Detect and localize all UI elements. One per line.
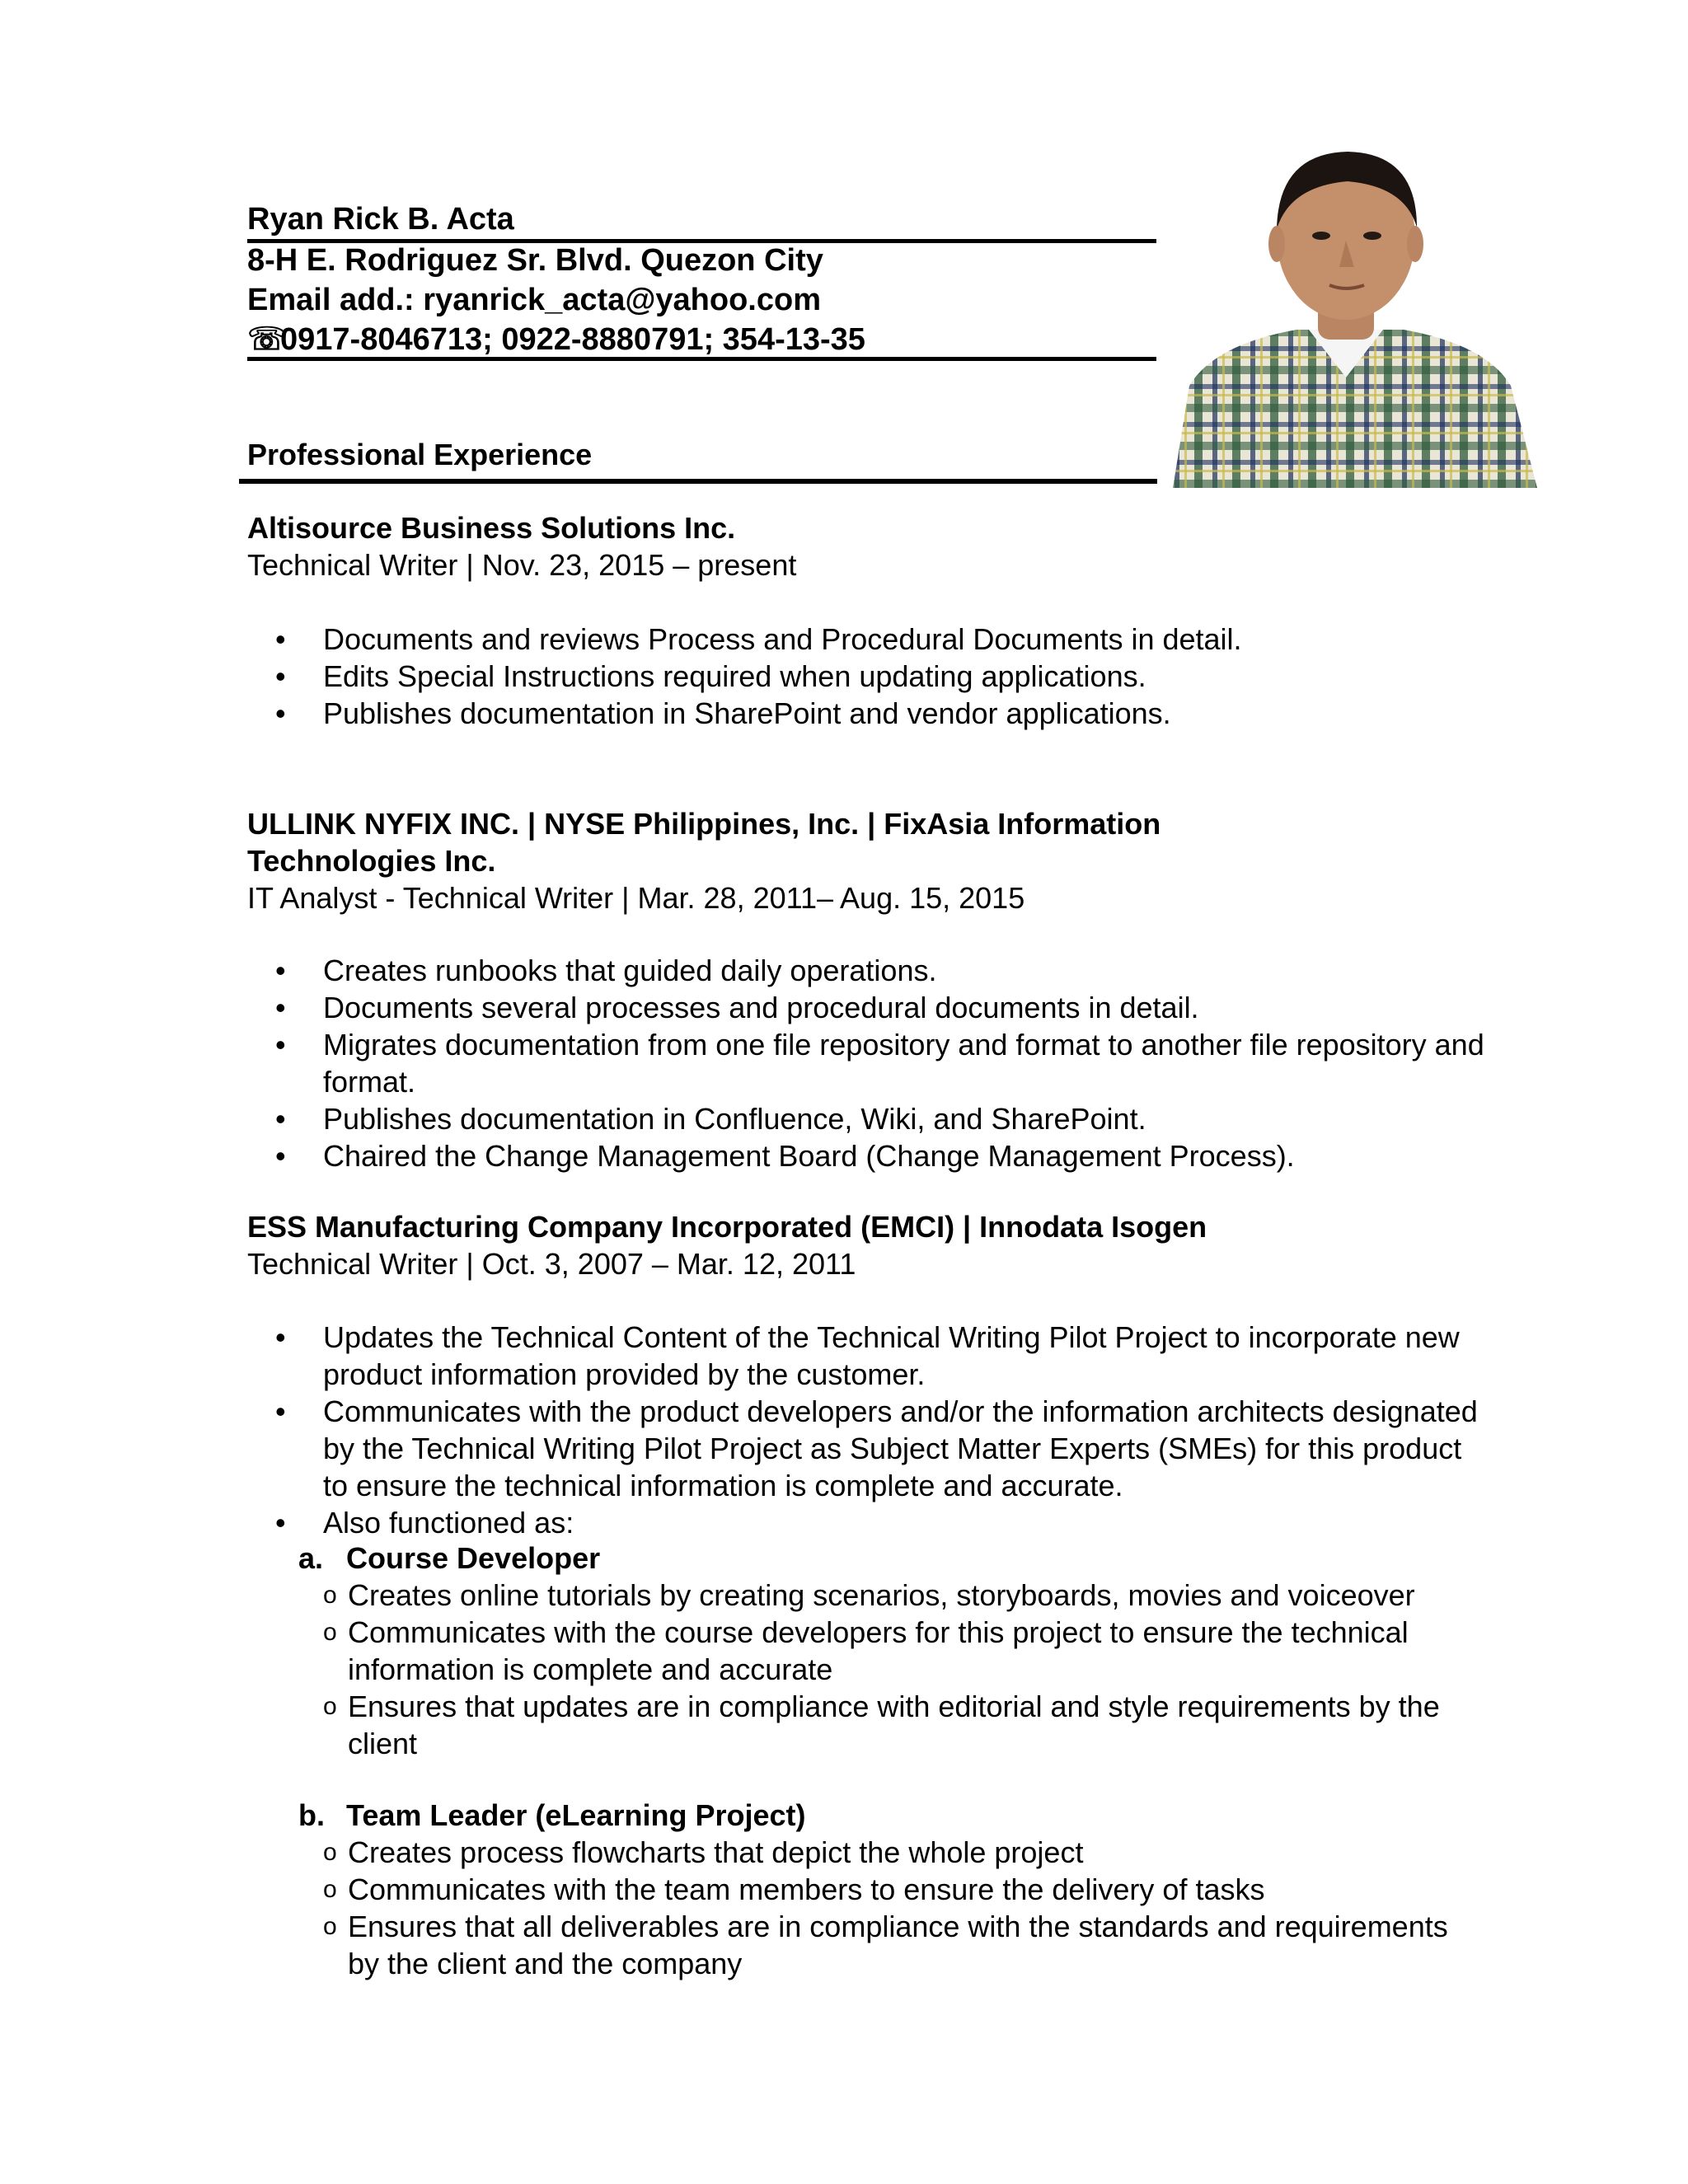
profile-photo (1156, 138, 1537, 488)
job-3-company: ESS Manufacturing Company Incorporated (EMCI) | Innodata Isogen (247, 1210, 1207, 1244)
sub-role-a-items (323, 1577, 1469, 1762)
list-item: o Ensures that updates are in compliance with editorial and style requirements by the client (323, 1688, 1469, 1762)
sub-role-a-heading (298, 1540, 600, 1577)
job-2-bullets (272, 952, 1485, 1174)
list-item: • Chaired the Change Management Board (Change Management Process). (272, 1137, 1485, 1174)
sub-role-b-marker: b. (298, 1798, 325, 1832)
header-bottom-rule (247, 357, 1157, 361)
list-item: • Migrates documentation from one file repository and format to another file repository and format. (272, 1026, 1485, 1100)
list-item: o Creates process flowcharts that depict the whole project (323, 1834, 1469, 1871)
job-2-company-line2: Technologies Inc. (247, 844, 496, 878)
sub-role-a-title: Course Developer (346, 1541, 601, 1575)
job-1-bullets (272, 621, 1485, 732)
sub-role-b-items (323, 1834, 1469, 1982)
list-item: • Edits Special Instructions required when updating applications. (272, 658, 1485, 695)
candidate-email: Email add.: ryanrick_acta@yahoo.com (247, 283, 821, 317)
sub-role-a-marker: a. (298, 1541, 324, 1575)
candidate-name: Ryan Rick B. Acta (247, 202, 514, 237)
list-item: • Creates runbooks that guided daily operations. (272, 952, 1485, 989)
list-item: o Communicates with the team members to ensure the delivery of tasks (323, 1871, 1469, 1908)
list-item: • Communicates with the product developers and/or the information architects designated by the Technical Writing Pilot Project as Subject Matter Experts (SMEs) for this product to ensure the technical information is complete and accurate. (272, 1393, 1485, 1504)
job-2-role: IT Analyst - Technical Writer | Mar. 28, 2011– Aug. 15, 2015 (247, 881, 1025, 915)
job-1-role: Technical Writer | Nov. 23, 2015 – present (247, 548, 797, 582)
list-item: • Publishes documentation in Confluence, Wiki, and SharePoint. (272, 1100, 1485, 1137)
job-2-company-line1: ULLINK NYFIX INC. | NYSE Philippines, Inc. | FixAsia Information (247, 807, 1161, 841)
section-title-experience: Professional Experience (247, 438, 593, 471)
list-item: • Also functioned as: (272, 1504, 1485, 1541)
list-item: o Creates online tutorials by creating scenarios, storyboards, movies and voiceover (323, 1577, 1469, 1614)
job-3-bullets (272, 1319, 1485, 1541)
candidate-phone-line (247, 320, 865, 359)
job-3-role: Technical Writer | Oct. 3, 2007 – Mar. 12, 2011 (247, 1247, 856, 1281)
list-item: o Communicates with the course developers for this project to ensure the technical information is complete and accurate (323, 1614, 1469, 1688)
list-item: • Publishes documentation in SharePoint and vendor applications. (272, 695, 1485, 732)
section-rule (239, 479, 1157, 484)
list-item: o Ensures that all deliverables are in compliance with the standards and requirements by the client and the company (323, 1908, 1469, 1982)
candidate-address: 8-H E. Rodriguez Sr. Blvd. Quezon City (247, 243, 823, 278)
telephone-icon: ☏ (247, 322, 287, 357)
candidate-phone: 0917-8046713; 0922-8880791; 354-13-35 (280, 322, 865, 357)
sub-role-b-heading (298, 1797, 806, 1834)
sub-role-b-title: Team Leader (eLearning Project) (346, 1798, 806, 1832)
list-item: • Documents several processes and procedural documents in detail. (272, 989, 1485, 1026)
list-item: • Documents and reviews Process and Procedural Documents in detail. (272, 621, 1485, 658)
job-1-company: Altisource Business Solutions Inc. (247, 511, 736, 545)
list-item: • Updates the Technical Content of the Technical Writing Pilot Project to incorporate new product information provided by the customer. (272, 1319, 1485, 1393)
